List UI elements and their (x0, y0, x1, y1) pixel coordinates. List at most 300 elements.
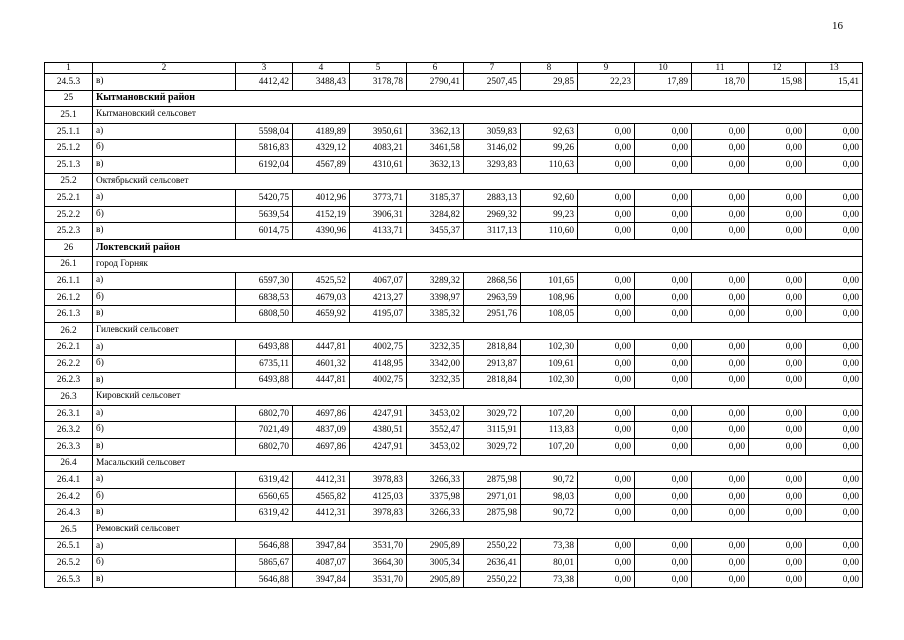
value-cell: 0,00 (692, 289, 749, 306)
value-cell: 2636,41 (464, 555, 521, 572)
value-cell: 4659,92 (293, 306, 350, 323)
table-row (45, 289, 863, 306)
row-number: 26.1 (45, 256, 93, 273)
value-cell: 6319,42 (236, 472, 293, 489)
row-number: 25.2.1 (45, 190, 93, 207)
value-cell: 4247,91 (350, 439, 407, 456)
table-row (45, 223, 863, 240)
value-cell: 101,65 (521, 273, 578, 290)
value-cell: 0,00 (635, 422, 692, 439)
value-cell: 0,00 (749, 439, 806, 456)
value-cell: 2550,22 (464, 538, 521, 555)
value-cell: 6192,04 (236, 156, 293, 173)
table-row (45, 190, 863, 207)
value-cell: 4247,91 (350, 405, 407, 422)
settlement-title: город Горняк (93, 256, 863, 273)
column-number: 13 (806, 63, 863, 74)
settlement-title: Октябрьский сельсовет (93, 173, 863, 190)
value-cell: 0,00 (692, 273, 749, 290)
value-cell: 6014,75 (236, 223, 293, 240)
value-cell: 5420,75 (236, 190, 293, 207)
row-number: 25.1.2 (45, 140, 93, 157)
value-cell: 0,00 (749, 505, 806, 522)
section-row (45, 239, 863, 256)
value-cell: 2875,98 (464, 505, 521, 522)
row-number: 26.2.1 (45, 339, 93, 356)
row-label: в) (93, 306, 236, 323)
value-cell: 0,00 (692, 123, 749, 140)
row-number: 26.1.1 (45, 273, 93, 290)
value-cell: 15,98 (749, 74, 806, 91)
row-label: а) (93, 339, 236, 356)
value-cell: 0,00 (692, 190, 749, 207)
subsection-row (45, 389, 863, 406)
value-cell: 80,01 (521, 555, 578, 572)
value-cell: 0,00 (692, 439, 749, 456)
subsection-row (45, 522, 863, 539)
table-row (45, 472, 863, 489)
value-cell: 0,00 (806, 223, 863, 240)
value-cell: 0,00 (749, 206, 806, 223)
column-number: 12 (749, 63, 806, 74)
value-cell: 4067,07 (350, 273, 407, 290)
value-cell: 0,00 (692, 505, 749, 522)
value-cell: 4125,03 (350, 488, 407, 505)
value-cell: 0,00 (806, 571, 863, 588)
value-cell: 113,83 (521, 422, 578, 439)
value-cell: 4525,52 (293, 273, 350, 290)
value-cell: 0,00 (806, 206, 863, 223)
value-cell: 4601,32 (293, 356, 350, 373)
value-cell: 3950,61 (350, 123, 407, 140)
value-cell: 3385,32 (407, 306, 464, 323)
value-cell: 0,00 (749, 571, 806, 588)
value-cell: 102,30 (521, 372, 578, 389)
value-cell: 3632,13 (407, 156, 464, 173)
row-number: 26.2 (45, 322, 93, 339)
row-number: 26.2.3 (45, 372, 93, 389)
value-cell: 0,00 (578, 273, 635, 290)
value-cell: 0,00 (806, 372, 863, 389)
value-cell: 0,00 (578, 289, 635, 306)
table-row (45, 422, 863, 439)
value-cell: 4133,71 (350, 223, 407, 240)
value-cell: 3453,02 (407, 439, 464, 456)
value-cell: 3398,97 (407, 289, 464, 306)
value-cell: 6838,53 (236, 289, 293, 306)
value-cell: 0,00 (692, 571, 749, 588)
value-cell: 0,00 (806, 472, 863, 489)
value-cell: 2507,45 (464, 74, 521, 91)
value-cell: 107,20 (521, 439, 578, 456)
value-cell: 6493,88 (236, 339, 293, 356)
value-cell: 2913,87 (464, 356, 521, 373)
value-cell: 0,00 (806, 156, 863, 173)
value-cell: 98,03 (521, 488, 578, 505)
value-cell: 0,00 (578, 405, 635, 422)
column-number-row (45, 63, 863, 74)
value-cell: 0,00 (692, 488, 749, 505)
value-cell: 22,23 (578, 74, 635, 91)
value-cell: 0,00 (578, 488, 635, 505)
value-cell: 0,00 (692, 538, 749, 555)
row-label: а) (93, 273, 236, 290)
value-cell: 0,00 (578, 206, 635, 223)
value-cell: 0,00 (692, 356, 749, 373)
value-cell: 0,00 (578, 422, 635, 439)
row-label: б) (93, 356, 236, 373)
row-label: а) (93, 190, 236, 207)
value-cell: 99,26 (521, 140, 578, 157)
table-row (45, 206, 863, 223)
row-number: 26.3 (45, 389, 93, 406)
settlement-title: Кировский сельсовет (93, 389, 863, 406)
value-cell: 0,00 (692, 223, 749, 240)
value-cell: 4412,31 (293, 472, 350, 489)
value-cell: 102,30 (521, 339, 578, 356)
value-cell: 0,00 (749, 273, 806, 290)
column-number: 6 (407, 63, 464, 74)
value-cell: 92,60 (521, 190, 578, 207)
column-number: 2 (93, 63, 236, 74)
value-cell: 0,00 (578, 372, 635, 389)
value-cell: 4012,96 (293, 190, 350, 207)
row-label: б) (93, 140, 236, 157)
table-row (45, 74, 863, 91)
value-cell: 4148,95 (350, 356, 407, 373)
row-number: 25.2 (45, 173, 93, 190)
row-number: 25.2.3 (45, 223, 93, 240)
value-cell: 0,00 (749, 140, 806, 157)
row-label: б) (93, 488, 236, 505)
value-cell: 3455,37 (407, 223, 464, 240)
column-number: 8 (521, 63, 578, 74)
row-label: в) (93, 223, 236, 240)
value-cell: 4195,07 (350, 306, 407, 323)
value-cell: 0,00 (635, 405, 692, 422)
value-cell: 3146,02 (464, 140, 521, 157)
row-label: а) (93, 405, 236, 422)
value-cell: 0,00 (692, 472, 749, 489)
value-cell: 3906,31 (350, 206, 407, 223)
value-cell: 110,63 (521, 156, 578, 173)
value-cell: 0,00 (749, 223, 806, 240)
value-cell: 3461,58 (407, 140, 464, 157)
value-cell: 0,00 (578, 356, 635, 373)
value-cell: 3453,02 (407, 405, 464, 422)
value-cell: 4002,75 (350, 372, 407, 389)
settlement-title: Ремовский сельсовет (93, 522, 863, 539)
value-cell: 4837,09 (293, 422, 350, 439)
value-cell: 0,00 (635, 372, 692, 389)
value-cell: 73,38 (521, 538, 578, 555)
table-row (45, 488, 863, 505)
value-cell: 0,00 (749, 372, 806, 389)
value-cell: 0,00 (806, 555, 863, 572)
column-number: 3 (236, 63, 293, 74)
value-cell: 6493,88 (236, 372, 293, 389)
value-cell: 90,72 (521, 505, 578, 522)
table-row (45, 538, 863, 555)
row-label: в) (93, 571, 236, 588)
value-cell: 3029,72 (464, 405, 521, 422)
row-number: 26.4.2 (45, 488, 93, 505)
value-cell: 2868,56 (464, 273, 521, 290)
column-number: 11 (692, 63, 749, 74)
value-cell: 3664,30 (350, 555, 407, 572)
row-number: 25.1.1 (45, 123, 93, 140)
value-cell: 4412,31 (293, 505, 350, 522)
value-cell: 17,89 (635, 74, 692, 91)
value-cell: 0,00 (578, 472, 635, 489)
row-label: а) (93, 472, 236, 489)
value-cell: 0,00 (806, 339, 863, 356)
value-cell: 0,00 (578, 306, 635, 323)
row-number: 26.4.3 (45, 505, 93, 522)
subsection-row (45, 322, 863, 339)
table-row (45, 306, 863, 323)
value-cell: 0,00 (806, 439, 863, 456)
value-cell: 0,00 (749, 123, 806, 140)
section-row (45, 90, 863, 107)
value-cell: 7021,49 (236, 422, 293, 439)
value-cell: 18,70 (692, 74, 749, 91)
value-cell: 0,00 (692, 156, 749, 173)
value-cell: 0,00 (635, 206, 692, 223)
row-number: 26.5 (45, 522, 93, 539)
row-number: 26.5.1 (45, 538, 93, 555)
value-cell: 0,00 (578, 439, 635, 456)
value-cell: 4697,86 (293, 405, 350, 422)
value-cell: 3284,82 (407, 206, 464, 223)
value-cell: 3947,84 (293, 571, 350, 588)
value-cell: 0,00 (806, 488, 863, 505)
district-title: Локтевский район (93, 239, 863, 256)
value-cell: 0,00 (578, 505, 635, 522)
value-cell: 15,41 (806, 74, 863, 91)
row-number: 24.5.3 (45, 74, 93, 91)
value-cell: 4567,89 (293, 156, 350, 173)
value-cell: 6560,65 (236, 488, 293, 505)
value-cell: 4152,19 (293, 206, 350, 223)
value-cell: 0,00 (578, 339, 635, 356)
value-cell: 0,00 (806, 190, 863, 207)
settlement-title: Гилевский сельсовет (93, 322, 863, 339)
value-cell: 0,00 (635, 156, 692, 173)
row-number: 25.1 (45, 107, 93, 124)
value-cell: 107,20 (521, 405, 578, 422)
subsection-row (45, 107, 863, 124)
value-cell: 0,00 (749, 356, 806, 373)
row-number: 25 (45, 90, 93, 107)
value-cell: 6808,50 (236, 306, 293, 323)
value-cell: 2963,59 (464, 289, 521, 306)
value-cell: 0,00 (635, 571, 692, 588)
value-cell: 0,00 (578, 123, 635, 140)
row-label: в) (93, 156, 236, 173)
value-cell: 0,00 (806, 356, 863, 373)
value-cell: 0,00 (635, 289, 692, 306)
value-cell: 0,00 (749, 289, 806, 306)
value-cell: 0,00 (749, 538, 806, 555)
value-cell: 0,00 (578, 538, 635, 555)
value-cell: 3978,83 (350, 505, 407, 522)
column-number: 5 (350, 63, 407, 74)
value-cell: 4679,03 (293, 289, 350, 306)
value-cell: 0,00 (635, 306, 692, 323)
row-number: 26.1.3 (45, 306, 93, 323)
value-cell: 0,00 (806, 306, 863, 323)
value-cell: 2790,41 (407, 74, 464, 91)
value-cell: 0,00 (692, 140, 749, 157)
column-number: 10 (635, 63, 692, 74)
value-cell: 3289,32 (407, 273, 464, 290)
value-cell: 0,00 (635, 488, 692, 505)
row-number: 26.5.2 (45, 555, 93, 572)
row-number: 26.4 (45, 455, 93, 472)
value-cell: 6735,11 (236, 356, 293, 373)
value-cell: 0,00 (635, 273, 692, 290)
value-cell: 0,00 (692, 405, 749, 422)
value-cell: 2818,84 (464, 372, 521, 389)
table-row (45, 123, 863, 140)
table-row (45, 372, 863, 389)
table-row (45, 356, 863, 373)
table-body (45, 63, 863, 588)
value-cell: 0,00 (635, 223, 692, 240)
value-cell: 5646,88 (236, 571, 293, 588)
value-cell: 5646,88 (236, 538, 293, 555)
value-cell: 0,00 (749, 472, 806, 489)
value-cell: 0,00 (578, 571, 635, 588)
column-number: 9 (578, 63, 635, 74)
value-cell: 2951,76 (464, 306, 521, 323)
value-cell: 3266,33 (407, 505, 464, 522)
value-cell: 5865,67 (236, 555, 293, 572)
subsection-row (45, 256, 863, 273)
value-cell: 0,00 (692, 422, 749, 439)
table-row (45, 273, 863, 290)
value-cell: 0,00 (578, 190, 635, 207)
row-number: 26.3.2 (45, 422, 93, 439)
value-cell: 2905,89 (407, 538, 464, 555)
value-cell: 0,00 (806, 123, 863, 140)
value-cell: 0,00 (635, 439, 692, 456)
value-cell: 3117,13 (464, 223, 521, 240)
value-cell: 0,00 (692, 555, 749, 572)
column-number: 1 (45, 63, 93, 74)
value-cell: 3115,91 (464, 422, 521, 439)
value-cell: 0,00 (749, 190, 806, 207)
value-cell: 0,00 (578, 223, 635, 240)
value-cell: 0,00 (635, 472, 692, 489)
value-cell: 0,00 (749, 422, 806, 439)
value-cell: 0,00 (806, 505, 863, 522)
value-cell: 0,00 (749, 555, 806, 572)
value-cell: 0,00 (635, 505, 692, 522)
value-cell: 0,00 (635, 339, 692, 356)
value-cell: 4329,12 (293, 140, 350, 157)
value-cell: 4083,21 (350, 140, 407, 157)
value-cell: 0,00 (692, 206, 749, 223)
value-cell: 5816,83 (236, 140, 293, 157)
value-cell: 90,72 (521, 472, 578, 489)
value-cell: 4390,96 (293, 223, 350, 240)
row-number: 26.3.1 (45, 405, 93, 422)
district-title: Кытмановский район (93, 90, 863, 107)
table-row (45, 505, 863, 522)
value-cell: 3375,98 (407, 488, 464, 505)
value-cell: 73,38 (521, 571, 578, 588)
value-cell: 4189,89 (293, 123, 350, 140)
column-number: 4 (293, 63, 350, 74)
value-cell: 3293,83 (464, 156, 521, 173)
value-cell: 3178,78 (350, 74, 407, 91)
value-cell: 4380,51 (350, 422, 407, 439)
value-cell: 0,00 (806, 538, 863, 555)
value-cell: 3232,35 (407, 372, 464, 389)
settlement-title: Масальский сельсовет (93, 455, 863, 472)
value-cell: 3978,83 (350, 472, 407, 489)
value-cell: 0,00 (806, 422, 863, 439)
value-cell: 2971,01 (464, 488, 521, 505)
value-cell: 3552,47 (407, 422, 464, 439)
value-cell: 3531,70 (350, 538, 407, 555)
table-row (45, 439, 863, 456)
tariff-table (44, 62, 863, 588)
row-label: б) (93, 555, 236, 572)
row-number: 26.5.3 (45, 571, 93, 588)
value-cell: 5639,54 (236, 206, 293, 223)
row-label: б) (93, 289, 236, 306)
value-cell: 0,00 (692, 306, 749, 323)
value-cell: 6802,70 (236, 405, 293, 422)
value-cell: 0,00 (749, 306, 806, 323)
value-cell: 108,96 (521, 289, 578, 306)
row-label: в) (93, 439, 236, 456)
value-cell: 2875,98 (464, 472, 521, 489)
value-cell: 0,00 (578, 156, 635, 173)
value-cell: 3773,71 (350, 190, 407, 207)
row-label: в) (93, 505, 236, 522)
table-row (45, 405, 863, 422)
row-number: 26 (45, 239, 93, 256)
value-cell: 110,60 (521, 223, 578, 240)
value-cell: 0,00 (749, 488, 806, 505)
row-label: в) (93, 372, 236, 389)
table-row (45, 555, 863, 572)
table-row (45, 571, 863, 588)
value-cell: 4447,81 (293, 372, 350, 389)
value-cell: 0,00 (635, 140, 692, 157)
value-cell: 109,61 (521, 356, 578, 373)
value-cell: 108,05 (521, 306, 578, 323)
value-cell: 3059,83 (464, 123, 521, 140)
value-cell: 3488,43 (293, 74, 350, 91)
value-cell: 3185,37 (407, 190, 464, 207)
value-cell: 4213,27 (350, 289, 407, 306)
value-cell: 0,00 (635, 123, 692, 140)
value-cell: 3029,72 (464, 439, 521, 456)
value-cell: 3232,35 (407, 339, 464, 356)
value-cell: 4697,86 (293, 439, 350, 456)
value-cell: 0,00 (635, 356, 692, 373)
value-cell: 6597,30 (236, 273, 293, 290)
row-number: 26.1.2 (45, 289, 93, 306)
value-cell: 2905,89 (407, 571, 464, 588)
value-cell: 0,00 (749, 339, 806, 356)
value-cell: 3531,70 (350, 571, 407, 588)
